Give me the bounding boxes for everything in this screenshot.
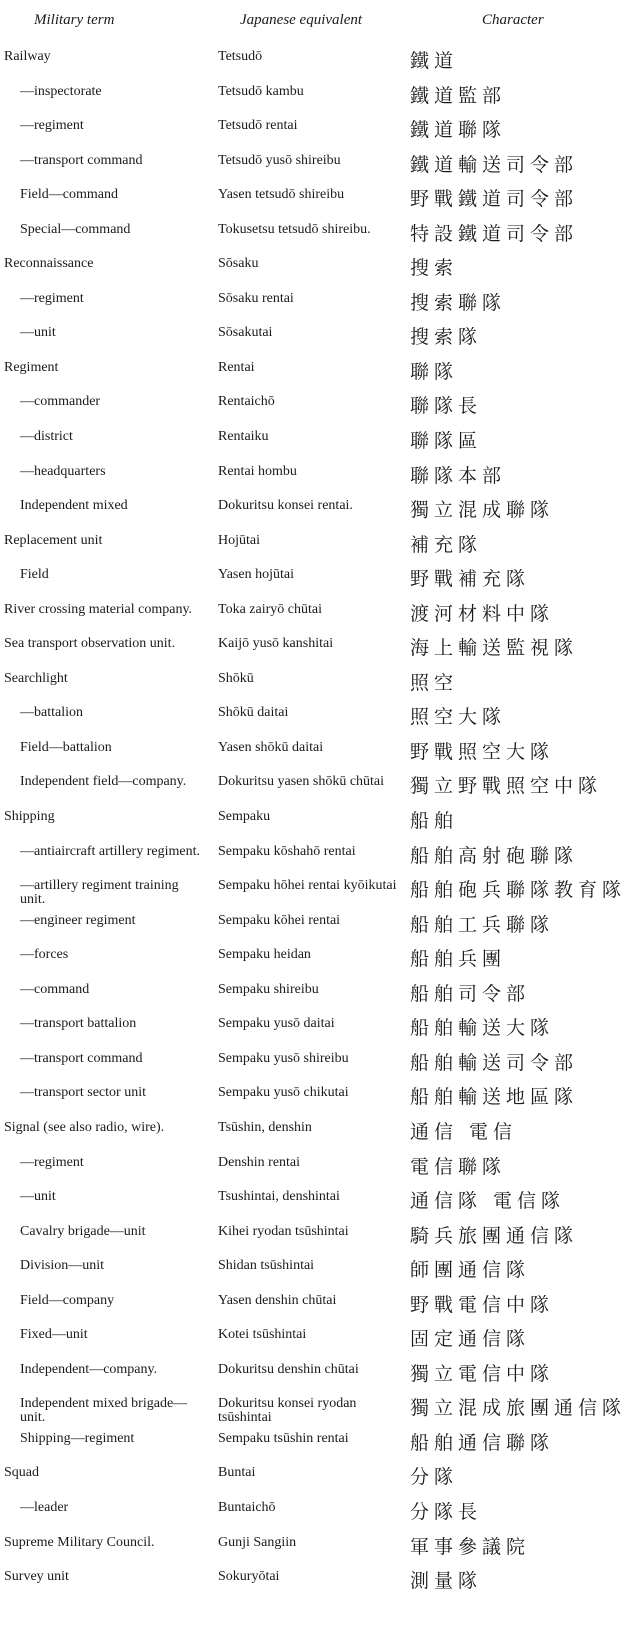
character: 船舶砲兵聯隊教育隊: [410, 879, 627, 902]
japanese-equivalent: Sempaku: [218, 810, 271, 825]
military-term: Shipping: [4, 810, 55, 825]
japanese-equivalent: Tetsudō yusō shireibu: [218, 153, 341, 168]
military-term: Supreme Military Council.: [4, 1535, 155, 1550]
table-row: [0, 767, 640, 802]
table-row: [0, 1217, 640, 1252]
character: 照空大隊: [410, 706, 507, 729]
military-term: Reconnaissance: [4, 257, 94, 272]
table-row: [0, 215, 640, 250]
military-term: —forces: [20, 948, 69, 963]
military-term: Division—unit: [20, 1259, 105, 1274]
military-term: Special—command: [20, 222, 131, 237]
table-row: [0, 42, 640, 77]
table-row: [0, 1320, 640, 1355]
military-term: —leader: [20, 1500, 69, 1515]
table-row: [0, 249, 640, 284]
military-term: River crossing material company.: [4, 602, 193, 617]
military-term: Cavalry brigade—unit: [20, 1224, 146, 1239]
military-term: Sea transport observation unit.: [4, 637, 176, 652]
character: 船舶高射砲聯隊: [410, 844, 579, 867]
character: 船舶: [410, 810, 459, 833]
table-row: [0, 491, 640, 526]
military-term: Railway: [4, 50, 51, 64]
japanese-equivalent: Kaijō yusō kanshitai: [218, 637, 334, 652]
military-term: —regiment: [20, 291, 84, 306]
table-row: [0, 733, 640, 768]
character: 鐵道: [410, 50, 459, 72]
japanese-equivalent: Sempaku yusō daitai: [218, 1017, 335, 1032]
header-military-term: Military term: [34, 12, 115, 28]
japanese-equivalent: Sōsaku rentai: [218, 291, 294, 306]
military-term: Survey unit: [4, 1570, 69, 1585]
military-term: Independent—company.: [20, 1362, 158, 1377]
military-term: —headquarters: [20, 464, 106, 479]
military-term: —engineer regiment: [20, 913, 136, 928]
glossary-table: [0, 42, 640, 1597]
table-row: [0, 1182, 640, 1217]
japanese-equivalent: Tetsudō: [218, 50, 263, 64]
table-row: [0, 1389, 640, 1424]
military-term: —battalion: [20, 706, 83, 721]
japanese-equivalent: Tsūshin, denshin: [218, 1120, 312, 1135]
military-term: —transport battalion: [20, 1017, 137, 1032]
japanese-equivalent: Sempaku hōhei rentai kyōikutai: [218, 879, 397, 894]
character: 照空: [410, 671, 459, 694]
character: 固定通信隊: [410, 1328, 531, 1351]
military-term: Independent mixed: [20, 499, 128, 514]
header-character: Character: [482, 12, 544, 28]
military-term: Replacement unit: [4, 533, 103, 548]
character: 野戰照空大隊: [410, 740, 555, 763]
table-row: [0, 422, 640, 457]
japanese-equivalent: Toka zairyō chūtai: [218, 602, 322, 617]
table-row: [0, 1286, 640, 1321]
character: 通信隊 電信隊: [410, 1190, 566, 1213]
character: 補充隊: [410, 533, 483, 556]
character: 船舶工兵聯隊: [410, 913, 555, 936]
character: 船舶輸送司令部: [410, 1051, 579, 1074]
character: 船舶輸送地區隊: [410, 1086, 579, 1109]
japanese-equivalent: Dokuritsu konsei rentai.: [218, 499, 353, 514]
military-term: Searchlight: [4, 671, 68, 686]
table-row: [0, 1078, 640, 1113]
japanese-equivalent: Tetsudō kambu: [218, 84, 304, 99]
table-row: [0, 1493, 640, 1528]
table-row: [0, 1458, 640, 1493]
character: 測量隊: [410, 1570, 483, 1593]
character: 特設鐵道司令部: [410, 222, 579, 245]
character: 聯隊本部: [410, 464, 507, 487]
japanese-equivalent: Hojūtai: [218, 533, 260, 548]
military-term: —regiment: [20, 1155, 84, 1170]
military-term: Signal (see also radio, wire).: [4, 1120, 165, 1135]
military-term: —transport command: [20, 1051, 143, 1066]
table-row: [0, 560, 640, 595]
character: 搜索: [410, 257, 459, 280]
table-row: [0, 111, 640, 146]
japanese-equivalent: Sōsaku: [218, 257, 259, 272]
japanese-equivalent: Kihei ryodan tsūshintai: [218, 1224, 349, 1239]
military-term: Field: [20, 568, 49, 583]
table-row: [0, 146, 640, 181]
character: 野戰補充隊: [410, 568, 531, 591]
character: 船舶輸送大隊: [410, 1017, 555, 1040]
table-row: [0, 1562, 640, 1597]
japanese-equivalent: Yasen shōkū daitai: [218, 740, 324, 755]
table-row: [0, 906, 640, 941]
character: 渡河材料中隊: [410, 602, 555, 625]
japanese-equivalent: Rentai hombu: [218, 464, 297, 479]
japanese-equivalent: Sempaku tsūshin rentai: [218, 1431, 349, 1446]
header-japanese-equivalent: Japanese equivalent: [240, 12, 363, 28]
military-term: —regiment: [20, 119, 84, 134]
character: 搜索聯隊: [410, 291, 507, 314]
character: 鐵道輸送司令部: [410, 153, 579, 176]
japanese-equivalent: Tsushintai, denshintai: [218, 1190, 340, 1205]
japanese-equivalent: Sempaku shireibu: [218, 982, 319, 997]
japanese-equivalent: Sempaku yusō shireibu: [218, 1051, 349, 1066]
character: 師團通信隊: [410, 1259, 531, 1282]
character: 獨立混成聯隊: [410, 499, 555, 522]
military-term: Field—battalion: [20, 740, 112, 755]
military-term: Regiment: [4, 360, 59, 375]
table-row: [0, 318, 640, 353]
japanese-equivalent: Shōkū daitai: [218, 706, 289, 721]
character: 電信聯隊: [410, 1155, 507, 1178]
japanese-equivalent: Rentai: [218, 360, 255, 375]
table-row: [0, 664, 640, 699]
character: 鐵道聯隊: [410, 119, 507, 142]
military-term: Shipping—regiment: [20, 1431, 135, 1446]
military-term: —transport sector unit: [20, 1086, 146, 1101]
japanese-equivalent: Yasen tetsudō shireibu: [218, 188, 345, 203]
military-term: Independent mixed brigade—unit.: [20, 1397, 188, 1426]
table-row: [0, 387, 640, 422]
character: 鐵道監部: [410, 84, 507, 107]
military-term: —commander: [20, 395, 101, 410]
japanese-equivalent: Rentaiku: [218, 430, 269, 445]
japanese-equivalent: Shidan tsūshintai: [218, 1259, 315, 1274]
table-row: [0, 457, 640, 492]
table-row: [0, 1148, 640, 1183]
table-row: [0, 975, 640, 1010]
japanese-equivalent: Tetsudō rentai: [218, 119, 298, 134]
character: 船舶通信聯隊: [410, 1431, 555, 1454]
japanese-equivalent: Sokuryōtai: [218, 1570, 280, 1585]
military-term: —command: [20, 982, 90, 997]
military-term: —unit: [20, 326, 56, 341]
military-term: Squad: [4, 1466, 39, 1481]
table-row: [0, 595, 640, 630]
japanese-equivalent: Gunji Sangiin: [218, 1535, 297, 1550]
table-row: [0, 802, 640, 837]
japanese-equivalent: Yasen denshin chūtai: [218, 1293, 337, 1308]
japanese-equivalent: Sempaku yusō chikutai: [218, 1086, 349, 1101]
table-row: [0, 77, 640, 112]
character: 騎兵旅團通信隊: [410, 1224, 579, 1247]
table-row: [0, 1044, 640, 1079]
character: 獨立野戰照空中隊: [410, 775, 603, 798]
japanese-equivalent: Denshin rentai: [218, 1155, 301, 1170]
table-row: [0, 1009, 640, 1044]
japanese-equivalent: Dokuritsu konsei ryodan tsūshintai: [218, 1397, 357, 1426]
japanese-equivalent: Sempaku heidan: [218, 948, 311, 963]
table-row: [0, 353, 640, 388]
military-term: Independent field—company.: [20, 775, 187, 790]
table-row: [0, 1424, 640, 1459]
character: 獨立電信中隊: [410, 1362, 555, 1385]
table-row: [0, 629, 640, 664]
character: 聯隊區: [410, 430, 483, 453]
table-row: [0, 940, 640, 975]
japanese-equivalent: Sempaku kōhei rentai: [218, 913, 341, 928]
table-row: [0, 1528, 640, 1563]
military-term: —antiaircraft artillery regiment.: [20, 844, 200, 859]
character: 海上輸送監視隊: [410, 637, 579, 660]
military-term: —district: [20, 430, 73, 445]
japanese-equivalent: Dokuritsu denshin chūtai: [218, 1362, 359, 1377]
japanese-equivalent: Buntai: [218, 1466, 256, 1481]
table-row: [0, 698, 640, 733]
japanese-equivalent: Rentaichō: [218, 395, 275, 410]
character: 聯隊: [410, 360, 459, 383]
japanese-equivalent: Shōkū: [218, 671, 254, 686]
military-term: —unit: [20, 1190, 56, 1205]
military-term: —transport command: [20, 153, 143, 168]
table-row: [0, 284, 640, 319]
japanese-equivalent: Buntaichō: [218, 1500, 276, 1515]
japanese-equivalent: Sōsakutai: [218, 326, 273, 341]
character: 獨立混成旅團通信隊: [410, 1397, 627, 1420]
military-term: —inspectorate: [20, 84, 102, 99]
table-row: [0, 1251, 640, 1286]
japanese-equivalent: Sempaku kōshahō rentai: [218, 844, 356, 859]
table-row: [0, 1113, 640, 1148]
character: 軍事參議院: [410, 1535, 531, 1558]
japanese-equivalent: Kotei tsūshintai: [218, 1328, 307, 1343]
character: 野戰鐵道司令部: [410, 188, 579, 211]
table-row: [0, 871, 640, 906]
military-term: Field—company: [20, 1293, 115, 1308]
character: 搜索隊: [410, 326, 483, 349]
character: 船舶兵團: [410, 948, 507, 971]
character: 船舶司令部: [410, 982, 531, 1005]
table-row: [0, 1355, 640, 1390]
character: 聯隊長: [410, 395, 483, 418]
japanese-equivalent: Dokuritsu yasen shōkū chūtai: [218, 775, 385, 790]
japanese-equivalent: Tokusetsu tetsudō shireibu.: [218, 222, 371, 237]
military-term: Fixed—unit: [20, 1328, 88, 1343]
table-row: [0, 180, 640, 215]
character: 通信 電信: [410, 1120, 518, 1143]
character: 分隊長: [410, 1500, 483, 1523]
japanese-equivalent: Yasen hojūtai: [218, 568, 294, 583]
military-term: —artillery regiment training unit.: [20, 879, 179, 908]
table-row: [0, 526, 640, 561]
character: 分隊: [410, 1466, 459, 1489]
table-row: [0, 837, 640, 872]
military-term: Field—command: [20, 188, 118, 203]
character: 野戰電信中隊: [410, 1293, 555, 1316]
